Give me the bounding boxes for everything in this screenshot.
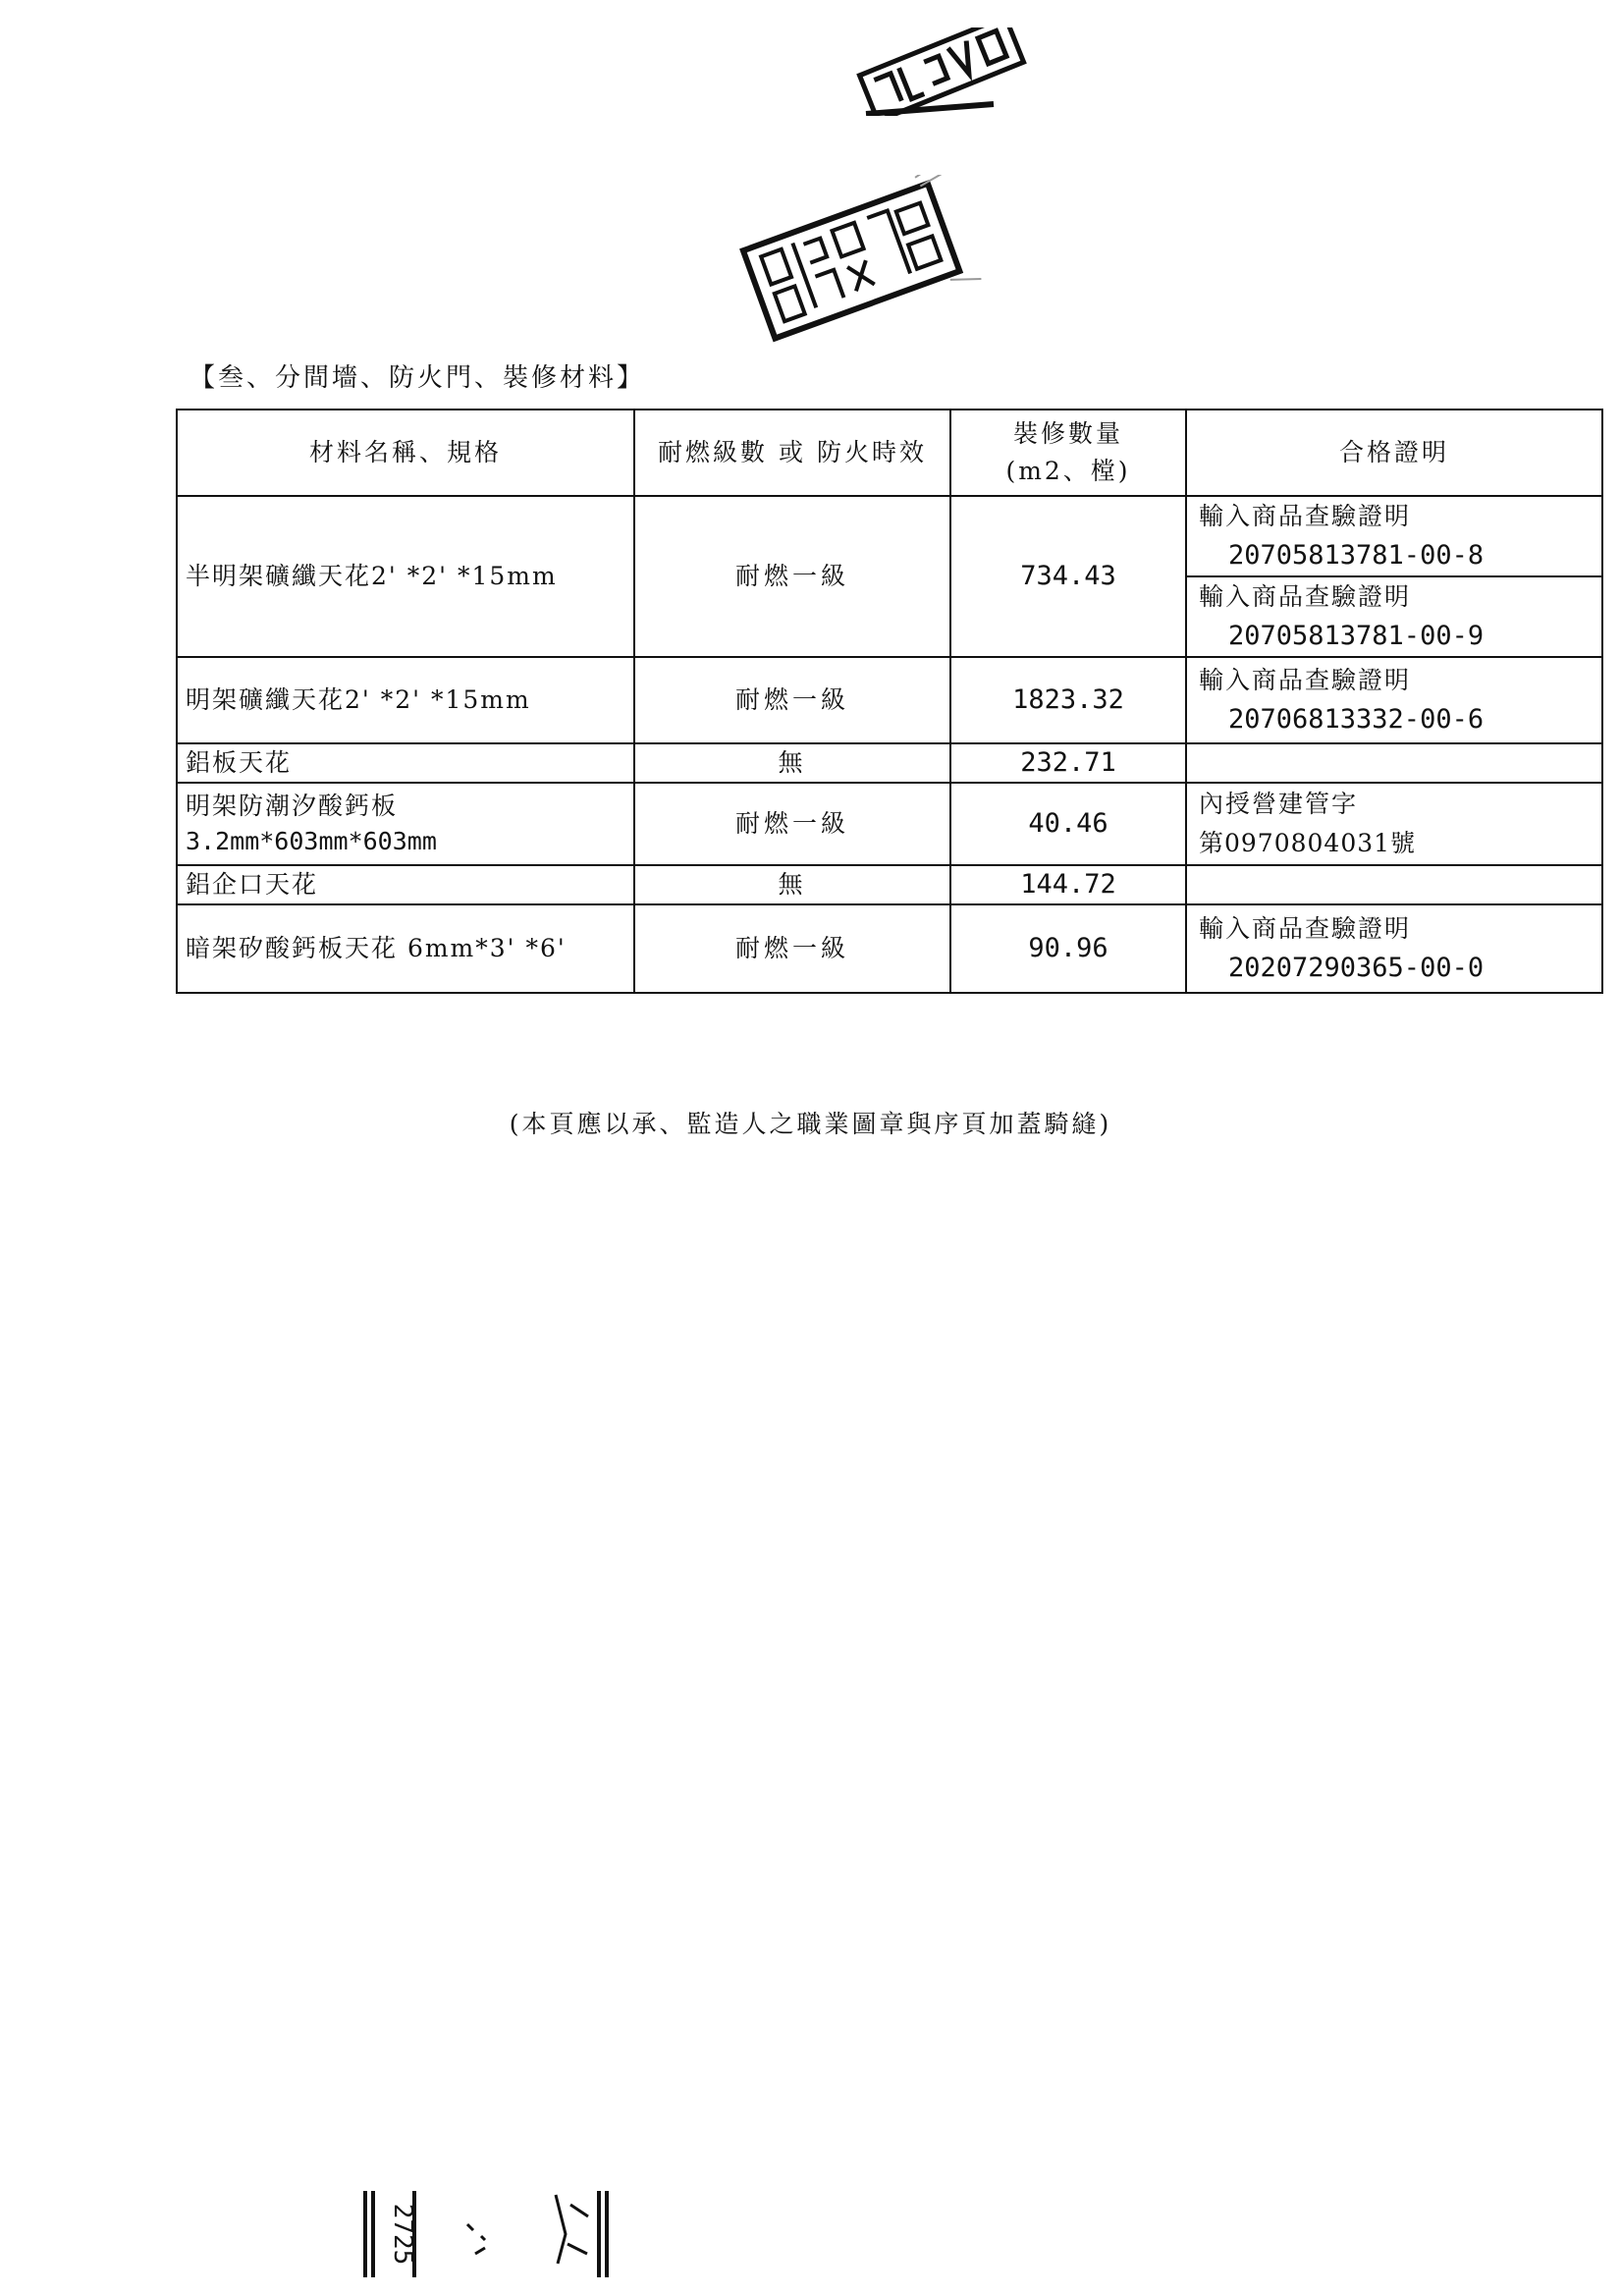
section-heading: 【叁、分間墻、防火門、裝修材料】: [189, 363, 646, 393]
table-row: [177, 743, 1602, 783]
quantity: 1823.32: [950, 657, 1186, 743]
seal-stamp-bottom: [359, 2185, 615, 2283]
certificate-number: 20706813332-00-6: [1228, 704, 1485, 735]
fire-rating: 耐燃一級: [634, 783, 950, 865]
material-name-line2: 3.2mm*603mm*603mm: [186, 827, 437, 855]
certificate: [1186, 496, 1602, 576]
svg-text:2725: 2725: [388, 2203, 417, 2266]
material-name: 半明架礦纖天花2' *2' *15mm: [177, 496, 634, 657]
certificate-number: 20705813781-00-9: [1228, 621, 1485, 651]
quantity: 232.71: [950, 743, 1186, 783]
certificate-empty: [1186, 865, 1602, 904]
fire-rating: 無: [634, 865, 950, 904]
table-row: [177, 496, 1602, 576]
material-name: 明架礦纖天花2' *2' *15mm: [177, 657, 634, 743]
material-name: 鋁板天花: [177, 743, 634, 783]
certificate-label: 內授營建管字: [1199, 790, 1359, 818]
certificate: [1186, 657, 1602, 743]
header-quantity-line2: (m2、樘): [1005, 457, 1131, 485]
material-name: 鋁企口天花: [177, 865, 634, 904]
table-header-row: [177, 410, 1602, 496]
header-quantity: [950, 410, 1186, 496]
certificate-number: 20207290365-00-0: [1228, 953, 1485, 983]
materials-table: [176, 409, 1603, 994]
page-footnote: (本頁應以承、監造人之職業圖章與序頁加蓋騎縫): [509, 1110, 1112, 1138]
fire-rating: 耐燃一級: [634, 496, 950, 657]
certificate-label: 輸入商品查驗證明: [1199, 582, 1412, 611]
certificate-label: 輸入商品查驗證明: [1199, 666, 1412, 694]
certificate-label: 輸入商品查驗證明: [1199, 914, 1412, 943]
certificate: [1186, 576, 1602, 657]
certificate-empty: [1186, 743, 1602, 783]
quantity: 144.72: [950, 865, 1186, 904]
seal-stamp-top: [846, 27, 1033, 116]
header-certificate: 合格證明: [1186, 410, 1602, 496]
quantity: 90.96: [950, 904, 1186, 993]
table-row: [177, 904, 1602, 993]
material-name: 暗架矽酸鈣板天花 6mm*3' *6': [177, 904, 634, 993]
certificate-number: 第0970804031號: [1199, 829, 1417, 857]
table-row: [177, 865, 1602, 904]
certificate: [1186, 904, 1602, 993]
fire-rating: 耐燃一級: [634, 657, 950, 743]
certificate-label: 輸入商品查驗證明: [1199, 502, 1412, 530]
certificate: [1186, 783, 1602, 865]
fire-rating: 無: [634, 743, 950, 783]
table-row: [177, 657, 1602, 743]
seal-stamp-middle: [715, 175, 1000, 352]
quantity: 40.46: [950, 783, 1186, 865]
header-fire-rating: 耐燃級數 或 防火時效: [634, 410, 950, 496]
header-material-name: 材料名稱、規格: [177, 410, 634, 496]
quantity: 734.43: [950, 496, 1186, 657]
header-quantity-line1: 裝修數量: [1012, 419, 1123, 448]
table-row: [177, 783, 1602, 865]
fire-rating: 耐燃一級: [634, 904, 950, 993]
certificate-number: 20705813781-00-8: [1228, 540, 1485, 571]
material-name: [177, 783, 634, 865]
material-name-line1: 明架防潮汐酸鈣板: [186, 792, 399, 820]
